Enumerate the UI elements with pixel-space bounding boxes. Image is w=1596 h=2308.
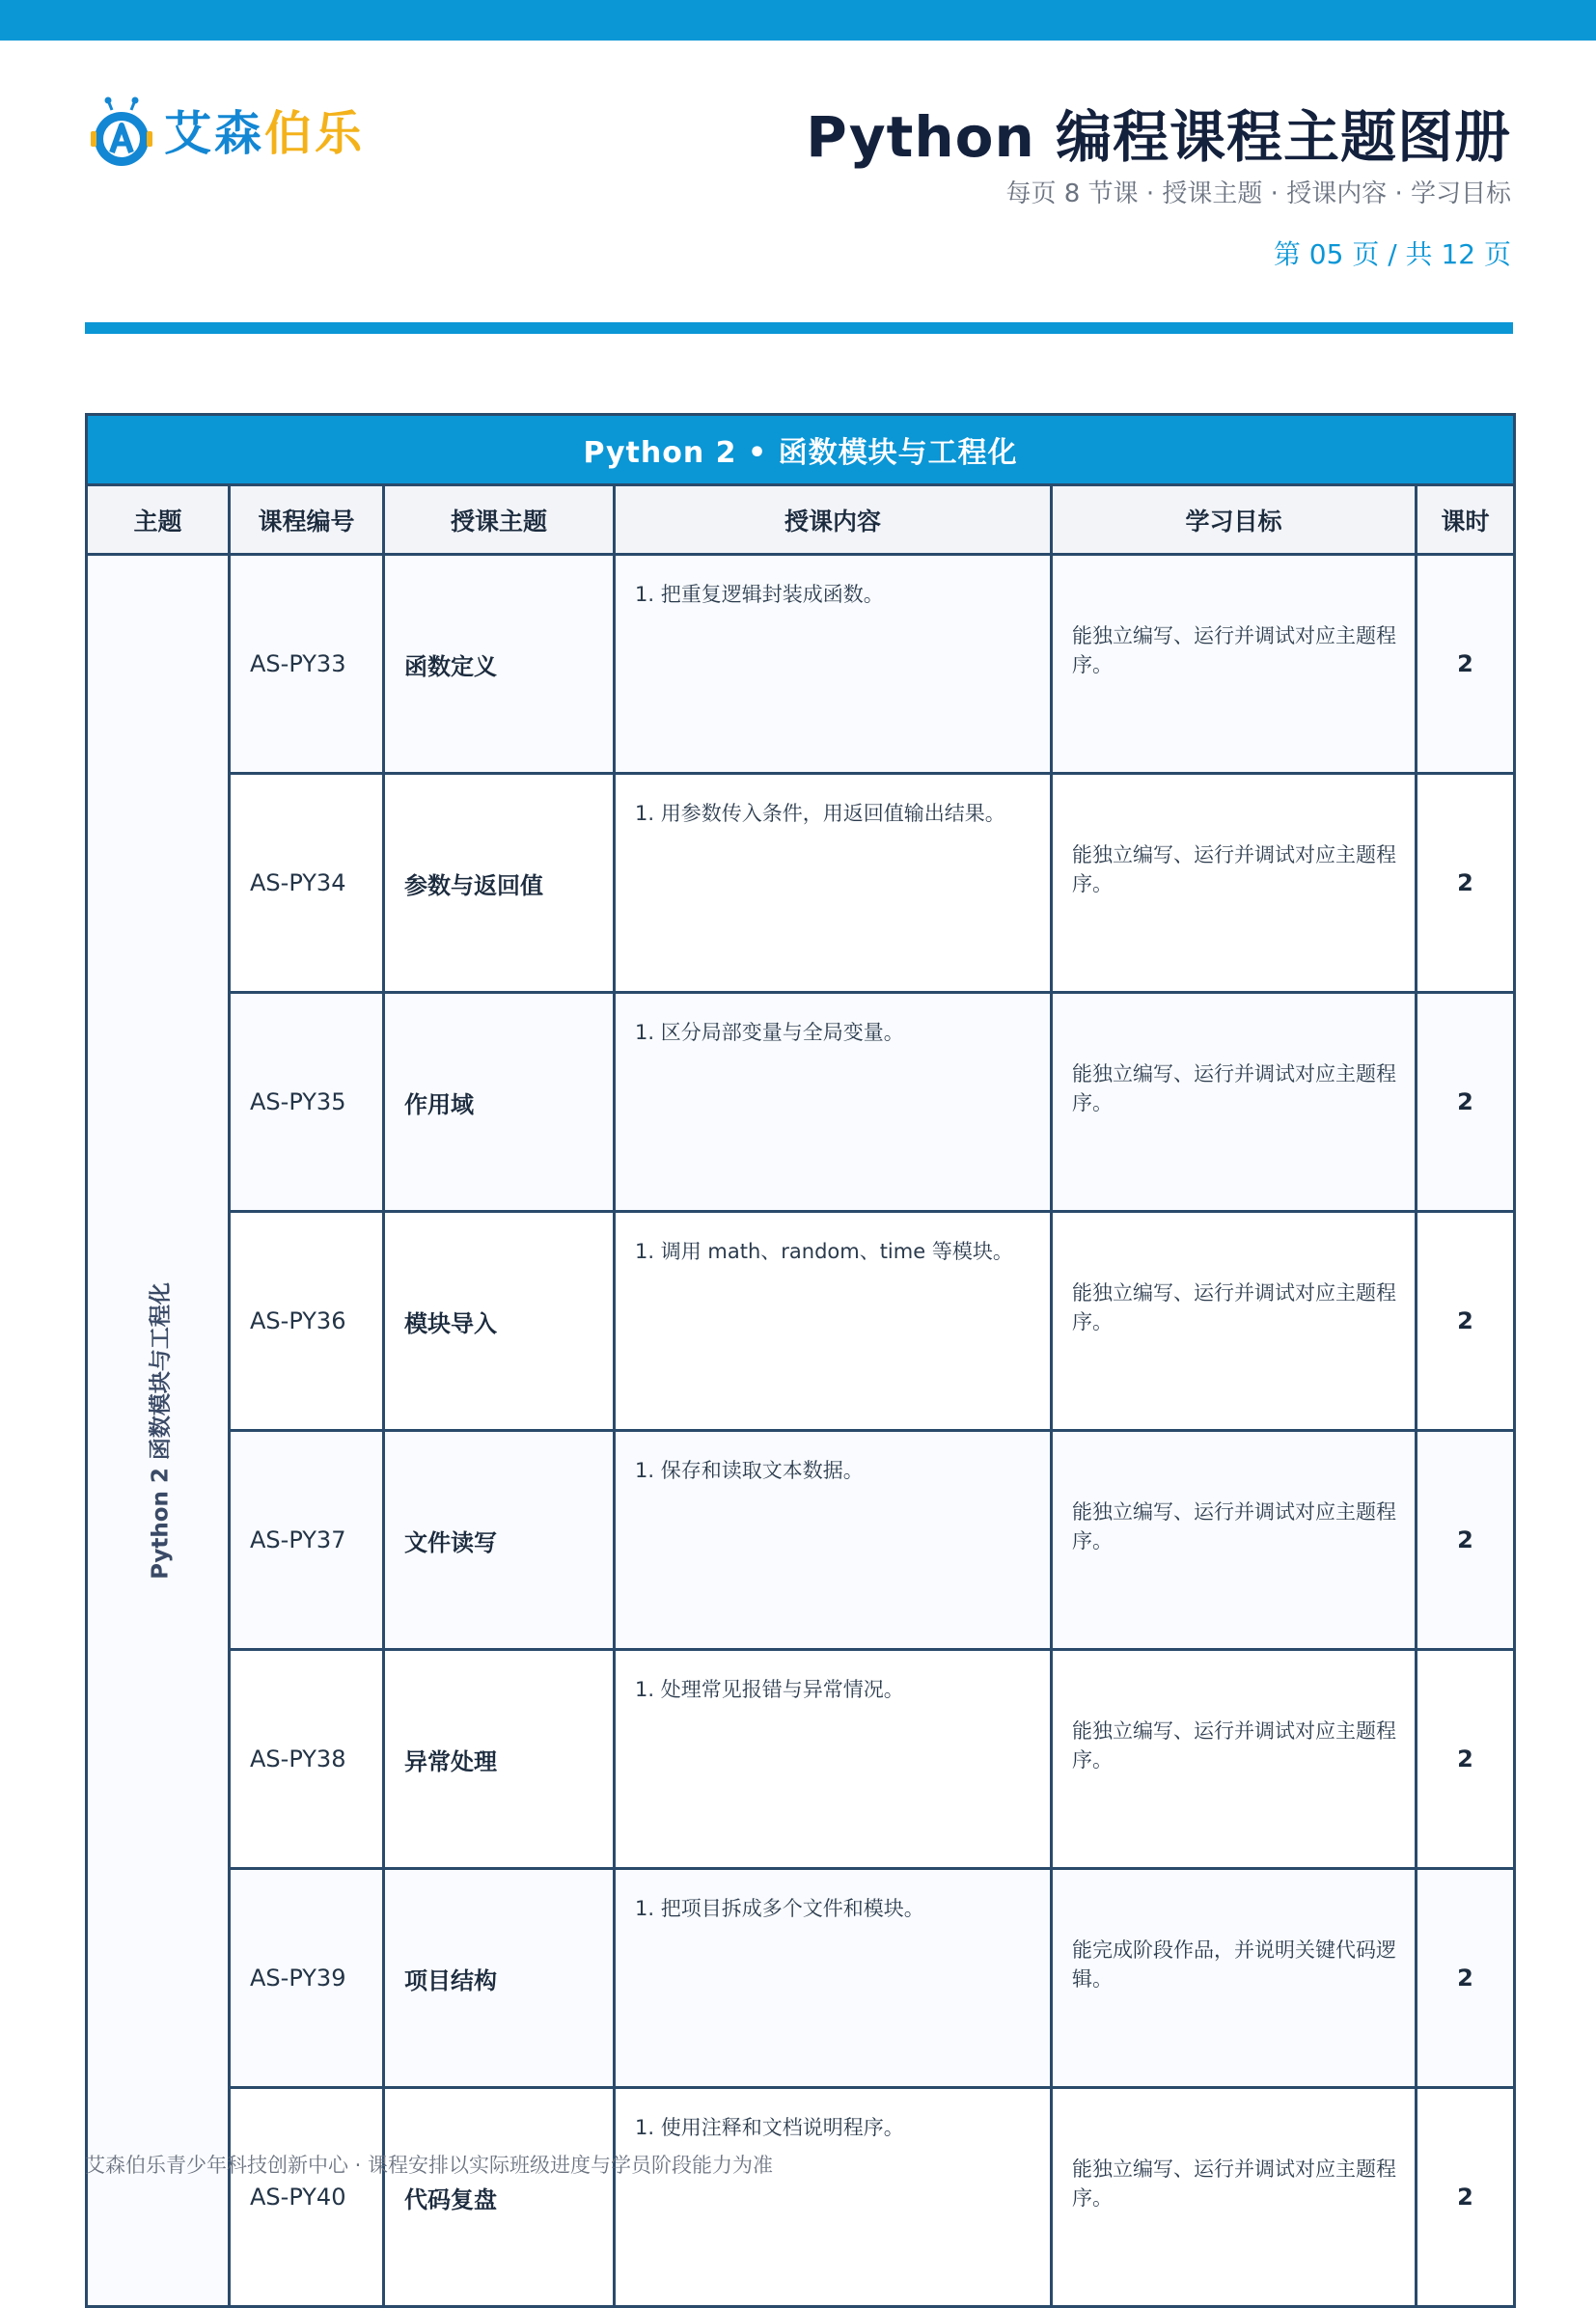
top-accent-bar (0, 0, 1596, 41)
robot-logo-icon (85, 96, 158, 170)
table-row (87, 1869, 1515, 2088)
course-hours: 2 (1417, 1869, 1515, 2088)
table-row (87, 774, 1515, 993)
table-row (87, 2088, 1515, 2307)
course-hours: 2 (1417, 555, 1515, 774)
course-topic: 项目结构 (384, 1869, 615, 2088)
page-indicator: 第 05 页 / 共 12 页 (1273, 238, 1511, 270)
table-caption-row (87, 415, 1515, 485)
theme-cell (87, 555, 230, 2307)
course-code: AS-PY33 (230, 555, 384, 774)
document-subtitle: 每页 8 节课 · 授课主题 · 授课内容 · 学习目标 (1005, 179, 1511, 208)
column-header-code: 课程编号 (230, 485, 384, 555)
course-code: AS-PY40 (230, 2088, 384, 2307)
course-content: 1. 调用 math、random、time 等模块。 (615, 1212, 1052, 1431)
course-code: AS-PY37 (230, 1431, 384, 1650)
course-hours: 2 (1417, 1650, 1515, 1869)
column-header-goal: 学习目标 (1052, 485, 1417, 555)
header-divider (85, 322, 1513, 334)
course-code: AS-PY36 (230, 1212, 384, 1431)
course-code: AS-PY34 (230, 774, 384, 993)
brand-logo (85, 96, 365, 170)
document-title: Python 编程课程主题图册 (806, 104, 1511, 170)
learning-goal: 能独立编写、运行并调试对应主题程序。 (1052, 2088, 1417, 2307)
column-header-content: 授课内容 (615, 485, 1052, 555)
course-content: 1. 处理常见报错与异常情况。 (615, 1650, 1052, 1869)
learning-goal: 能独立编写、运行并调试对应主题程序。 (1052, 1212, 1417, 1431)
course-content: 1. 把项目拆成多个文件和模块。 (615, 1869, 1052, 2088)
course-content: 1. 保存和读取文本数据。 (615, 1431, 1052, 1650)
brand-name-yellow: 伯乐 (264, 105, 366, 161)
table-row (87, 555, 1515, 774)
learning-goal: 能独立编写、运行并调试对应主题程序。 (1052, 993, 1417, 1212)
learning-goal: 能独立编写、运行并调试对应主题程序。 (1052, 1431, 1417, 1650)
course-code: AS-PY38 (230, 1650, 384, 1869)
table-header-row (87, 485, 1515, 555)
course-topic: 模块导入 (384, 1212, 615, 1431)
learning-goal: 能独立编写、运行并调试对应主题程序。 (1052, 555, 1417, 774)
course-topic: 异常处理 (384, 1650, 615, 1869)
course-hours: 2 (1417, 1431, 1515, 1650)
brand-name-blue: 艾森 (164, 105, 265, 161)
table-row (87, 1431, 1515, 1650)
table-row (87, 1650, 1515, 1869)
course-topic: 作用域 (384, 993, 615, 1212)
learning-goal: 能完成阶段作品，并说明关键代码逻辑。 (1052, 1869, 1417, 2088)
column-header-topic: 授课主题 (384, 485, 615, 555)
course-hours: 2 (1417, 2088, 1515, 2307)
course-content: 1. 把重复逻辑封装成函数。 (615, 555, 1052, 774)
brand-name (164, 105, 366, 161)
course-content: 1. 用参数传入条件，用返回值输出结果。 (615, 774, 1052, 993)
course-code: AS-PY35 (230, 993, 384, 1212)
course-topic: 文件读写 (384, 1431, 615, 1650)
table-row (87, 1212, 1515, 1431)
curriculum-table (85, 413, 1516, 2308)
course-topic: 参数与返回值 (384, 774, 615, 993)
footer-note: 艾森伯乐青少年科技创新中心 · 课程安排以实际班级进度与学员阶段能力为准 (85, 2154, 774, 2177)
course-hours: 2 (1417, 774, 1515, 993)
table-row (87, 993, 1515, 1212)
course-content: 1. 区分局部变量与全局变量。 (615, 993, 1052, 1212)
course-topic: 代码复盘 (384, 2088, 615, 2307)
table-caption: Python 2 • 函数模块与工程化 (87, 415, 1515, 485)
learning-goal: 能独立编写、运行并调试对应主题程序。 (1052, 1650, 1417, 1869)
learning-goal: 能独立编写、运行并调试对应主题程序。 (1052, 774, 1417, 993)
column-header-hours: 课时 (1417, 485, 1515, 555)
column-header-theme: 主题 (87, 485, 230, 555)
course-hours: 2 (1417, 1212, 1515, 1431)
course-code: AS-PY39 (230, 1869, 384, 2088)
theme-label-vertical: Python 2 函数模块与工程化 (148, 1281, 173, 1580)
course-content: 1. 使用注释和文档说明程序。 (615, 2088, 1052, 2307)
course-topic: 函数定义 (384, 555, 615, 774)
course-hours: 2 (1417, 993, 1515, 1212)
